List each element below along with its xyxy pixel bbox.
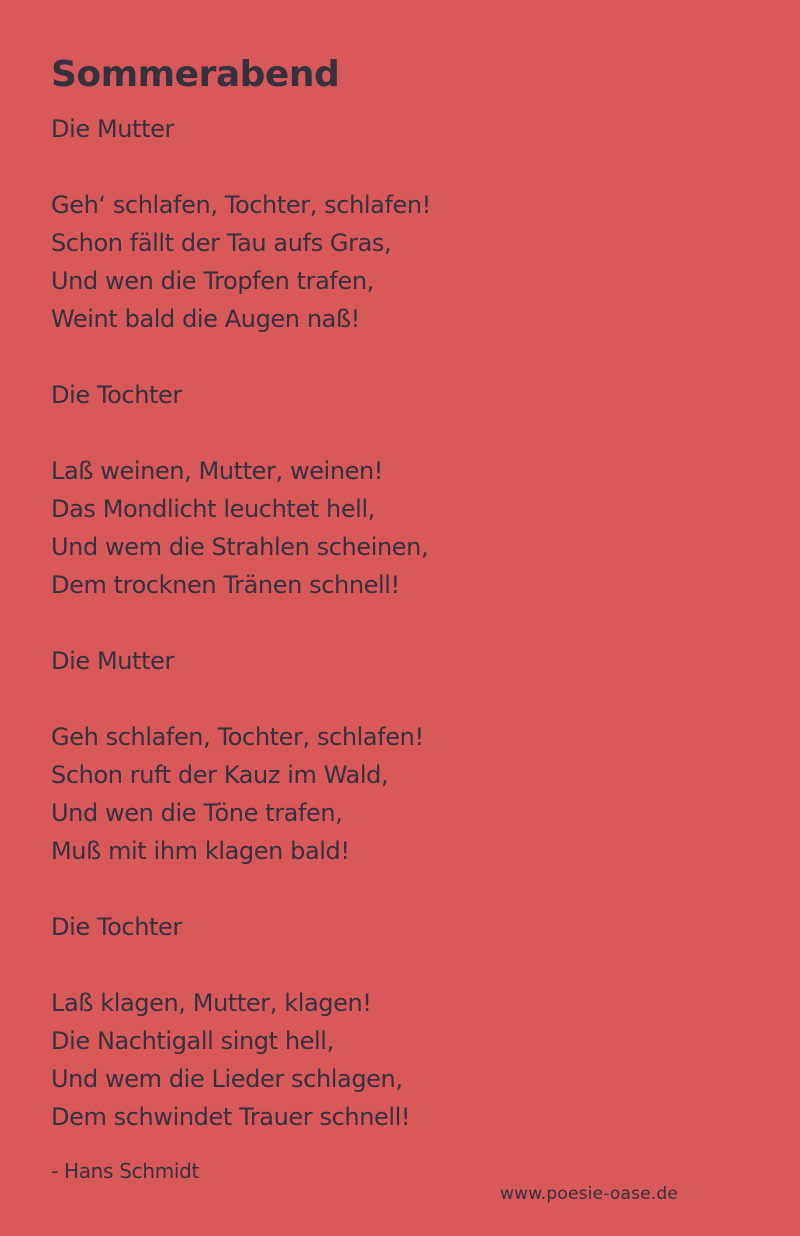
poem-line: Laß weinen, Mutter, weinen!	[51, 457, 384, 485]
poem-line: Laß klagen, Mutter, klagen!	[51, 989, 372, 1017]
poem-body	[51, 110, 771, 1136]
poem-line: Und wem die Lieder schlagen,	[51, 1065, 403, 1093]
poem-line: Die Tochter	[51, 913, 182, 941]
poem-author: - Hans Schmidt	[51, 1159, 200, 1183]
poem-line: Muß mit ihm klagen bald!	[51, 837, 350, 865]
poem-line: Die Nachtigall singt hell,	[51, 1027, 334, 1055]
stanza-spacer	[51, 870, 771, 908]
poem-line: Geh schlafen, Tochter, schlafen!	[51, 723, 424, 751]
poem-line: Die Tochter	[51, 381, 182, 409]
poem-line: Dem trocknen Tränen schnell!	[51, 571, 400, 599]
stanza-spacer	[51, 148, 771, 186]
poem-line: Weint bald die Augen naß!	[51, 305, 360, 333]
poem-line: Dem schwindet Trauer schnell!	[51, 1103, 411, 1131]
stanza-spacer	[51, 338, 771, 376]
stanza-spacer	[51, 414, 771, 452]
stanza-spacer	[51, 946, 771, 984]
poem-line: Und wem die Strahlen scheinen,	[51, 533, 429, 561]
stanza-spacer	[51, 604, 771, 642]
poem-line: Geh‘ schlafen, Tochter, schlafen!	[51, 191, 431, 219]
poem-line: Die Mutter	[51, 647, 174, 675]
poem-title: Sommerabend	[51, 54, 340, 95]
stanza-spacer	[51, 680, 771, 718]
poem-line: Das Mondlicht leuchtet hell,	[51, 495, 375, 523]
poem-line: Und wen die Tropfen trafen,	[51, 267, 374, 295]
website-link[interactable]: www.poesie-oase.de	[500, 1184, 679, 1204]
poem-line: Die Mutter	[51, 115, 174, 143]
poem-line: Schon fällt der Tau aufs Gras,	[51, 229, 392, 257]
poem-line: Und wen die Töne trafen,	[51, 799, 343, 827]
poem-line: Schon ruft der Kauz im Wald,	[51, 761, 389, 789]
